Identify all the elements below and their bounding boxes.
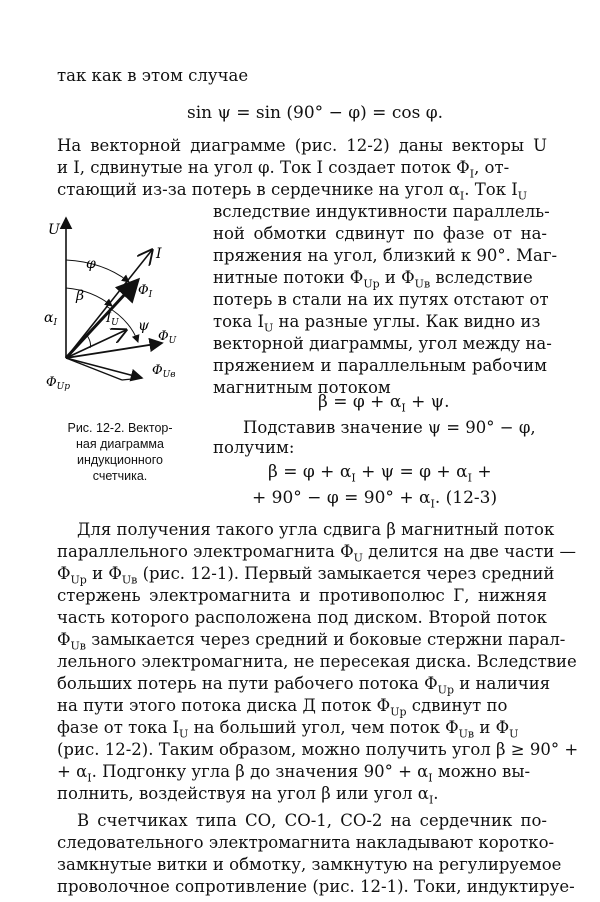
- substitution-text-2: получим:: [213, 438, 295, 457]
- p1-line-1: На векторной диаграмме (рис. 12-2) даны векторы U: [57, 136, 547, 155]
- p1-line-9: тока $I_U$ на разные углы. Как видно из: [213, 312, 541, 335]
- label-Phi-Up: $\Phi_{Up}$: [46, 375, 71, 392]
- vector-connector: [122, 378, 142, 380]
- p1-line-10: векторной диаграммы, угол между на-: [213, 334, 552, 353]
- p3-line-1: В счетчиках типа СО, СО-1, СО-2 на сердечник по-: [77, 811, 547, 830]
- p2-line-10: фазе от тока $I_U$ на больший угол, чем поток $\Phi_{Uв}$ и $\Phi_U$: [57, 718, 519, 741]
- p2-line-13: полнить, воздействуя на угол β или угол $\alpha_I$.: [57, 784, 439, 807]
- label-U: U: [48, 222, 60, 238]
- p1-line-8: потерь в стали на их путях отстают от: [213, 290, 549, 309]
- p1-line-5: ной обмотки сдвинут по фазе от на-: [213, 224, 547, 243]
- equation-beta: $\beta = \varphi + \alpha_I + \psi$.: [318, 392, 450, 415]
- intro-text: так как в этом случае: [57, 66, 249, 85]
- label-phi: φ: [86, 256, 96, 272]
- p2-line-6: $\Phi_{Uв}$ замыкается через средний и боковые стержни парал-: [57, 630, 566, 653]
- label-alpha: $\alpha_I$: [44, 310, 58, 328]
- p1-line-7: нитные потоки $\Phi_{Up}$ и $\Phi_{Uв}$ вследствие: [213, 268, 533, 291]
- substitution-text: Подставив значение ψ = 90° − φ,: [243, 418, 536, 437]
- p1-line-12: магнитным потоком: [213, 378, 391, 397]
- p1-line-3: стающий из-за потерь в сердечнике на угол $\alpha_I$. Ток $I_U$: [57, 180, 528, 203]
- p1-line-4: вследствие индуктивности параллель-: [213, 202, 550, 221]
- figure-caption: Рис. 12-2. Вектор- ная диаграмма индукционного счетчика.: [67, 421, 173, 483]
- p1-line-6: пряжения на угол, близкий к 90°. Маг-: [213, 246, 558, 265]
- vector-Phi-Uv: [66, 358, 142, 378]
- p2-line-3: $\Phi_{Up}$ и $\Phi_{Uв}$ (рис. 12-1). Первый замыкается через средний: [57, 564, 555, 587]
- p2-line-9: на пути этого потока диска Д поток $\Phi_{Up}$ сдвинут по: [57, 696, 508, 719]
- p1-line-2: и I, сдвинутые на угол φ. Ток I создает поток $\Phi_I$, от-: [57, 158, 510, 181]
- p2-line-4: стержень электромагнита и противополюс Г, нижняя: [57, 586, 547, 605]
- p3-line-3: замкнутые витки и обмотку, замкнутую на регулируемое: [57, 855, 562, 874]
- vector-diagram-figure: [34, 210, 204, 410]
- angle-beta-arc: [66, 288, 112, 306]
- p2-line-11: (рис. 12-2). Таким образом, можно получить угол β ≥ 90° +: [57, 740, 579, 759]
- label-I-U: $I_U$: [106, 311, 119, 328]
- label-beta: β: [76, 288, 85, 304]
- angle-phi-arc: [66, 260, 129, 282]
- equation-sin-psi: sin ψ = sin (90° − φ) = cos φ.: [187, 103, 444, 123]
- equation-12-3-line-1: $\beta = \varphi + \alpha_I + \psi = \varphi + \alpha_I$ +: [268, 462, 492, 485]
- label-I: I: [156, 246, 162, 262]
- p2-line-1: Для получения такого угла сдвига β магнитный поток: [77, 520, 555, 539]
- p3-line-4: проволочное сопротивление (рис. 12-1). Токи, индуктируе-: [57, 877, 575, 896]
- p1-line-11: пряжением и параллельным рабочим: [213, 356, 547, 375]
- p2-line-2: параллельного электромагнита $\Phi_U$ делится на две части —: [57, 542, 577, 565]
- label-Phi-I: $\Phi_I$: [138, 283, 153, 300]
- label-Phi-Uv: $\Phi_{Uв}$: [152, 363, 176, 380]
- vector-Phi-Up: [66, 358, 122, 380]
- equation-12-3-line-2: + $90^\circ - \varphi = 90^\circ + \alpha_I$. (12-3): [252, 488, 498, 511]
- p2-line-8: больших потерь на пути рабочего потока $\Phi_{Up}$ и наличия: [57, 674, 551, 697]
- p2-line-12: + $\alpha_I$. Подгонку угла β до значения $90^\circ + \alpha_I$ можно вы-: [57, 762, 531, 785]
- label-psi: ψ: [138, 318, 149, 334]
- p3-line-2: следовательного электромагнита накладывают коротко-: [57, 833, 555, 852]
- label-Phi-U: $\Phi_U$: [158, 329, 177, 346]
- p2-line-7: лельного электромагнита, не пересекая диска. Вследствие: [57, 652, 577, 671]
- p2-line-5: часть которого расположена под диском. Второй поток: [57, 608, 547, 627]
